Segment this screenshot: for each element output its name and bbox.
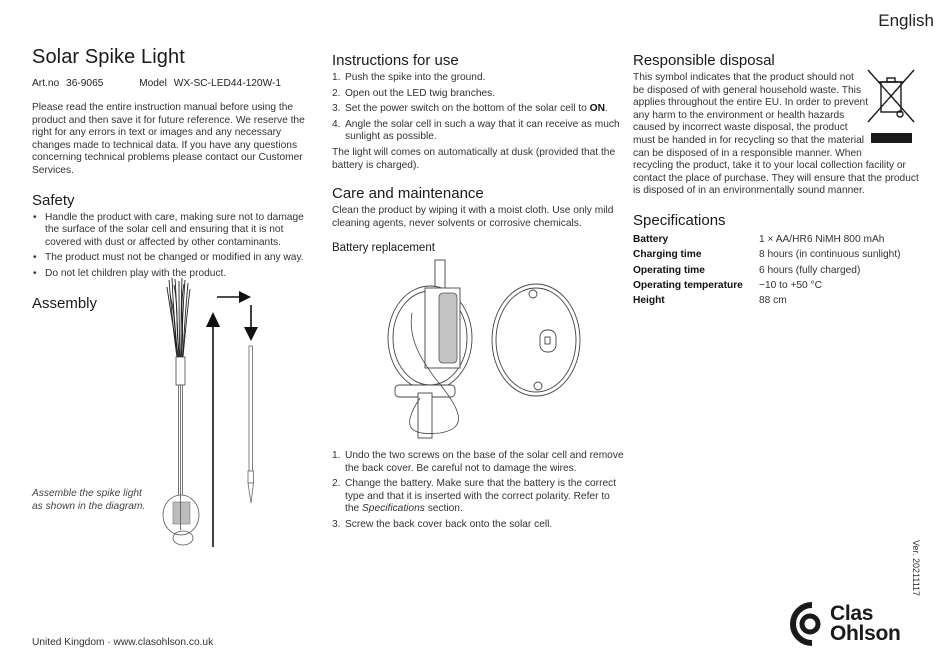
disposal-text: This symbol indicates that the product should not be disposed of with general household waste. This applies throughout the entire EU. In order to prevent any harm to the environment or health hazards caused by incorrect waste disposal, the product must be handed in for recycling so that the material can be disposed of in a responsible manner. When recycling the product, take it to your local collection facility or contact the place of purchase. They will ensure that the product is disposed of in an environmentally sound manner. (633, 72, 919, 197)
spec-row: Operating temperature −10 to +50 °C (633, 279, 822, 291)
clas-ohlson-wordmark: Clas Ohlson (830, 602, 901, 645)
arrow-down-icon (244, 305, 258, 341)
arrow-right-icon (217, 291, 251, 303)
instruction-step: 2. Open out the LED twig branches. (332, 87, 496, 99)
led-twig-branches-icon (167, 278, 190, 357)
safety-list (32, 212, 317, 281)
dusk-note: The light will comes on automatically at dusk (provided that the battery is charged). (332, 146, 616, 171)
article-info (32, 78, 317, 89)
spec-row: Battery 1 × AA/HR6 NiMH 800 mAh (633, 233, 885, 245)
on-label: ON (589, 103, 605, 115)
spec-row: Operating time 6 hours (fully charged) (633, 264, 861, 276)
safety-heading: Safety (32, 191, 75, 209)
spec-row: Height 88 cm (633, 295, 787, 307)
specifications-heading: Specifications (633, 211, 726, 229)
art-number: 36-9065 (66, 78, 104, 89)
assembly-caption-line: as shown in the diagram. (32, 500, 146, 512)
clas-ohlson-logo-mark-icon (788, 601, 824, 647)
weee-crossed-bin-icon (866, 68, 916, 124)
specifications-table (633, 232, 923, 308)
art-label: Art.no (32, 78, 60, 89)
instruction-step: 4. Angle the solar cell in such a way that it can receive as much sunlight as possible. (332, 118, 620, 143)
weee-bar (871, 133, 912, 143)
battery-step: 1. Undo the two screws on the base of the solar cell and remove the back cover. Be careful not to damage the wires. (332, 450, 624, 474)
product-title: Solar Spike Light (32, 46, 185, 68)
assembly-heading: Assembly (32, 294, 98, 312)
safety-item: • The product must not be changed or modified in any way. (32, 252, 317, 265)
safety-item: • Do not let children play with the product. (32, 268, 317, 281)
arrow-up-icon (206, 312, 220, 547)
care-text: Clean the product by wiping it with a moist cloth. Use only mild cleaning agents, never solvents or corrosive chemicals. (332, 205, 614, 229)
model-number: WX-SC-LED44-120W-1 (173, 78, 282, 89)
instruction-step: 1. Push the spike into the ground. (332, 72, 486, 83)
footer-locale-url: United Kingdom · www.clasohlson.co.uk (32, 637, 214, 648)
column-instructions (332, 52, 622, 254)
care-heading: Care and maintenance (332, 185, 484, 203)
safety-item: • Handle the product with care, making sure not to damage the surface of the solar cell and ensuring that it is not covered with dust or affected by other contaminants. (32, 212, 317, 250)
disposal-heading: Responsible disposal (633, 52, 775, 69)
instructions-heading: Instructions for use (332, 52, 459, 69)
clas-ohlson-logo (788, 601, 901, 647)
battery-heading: Battery replacement (332, 242, 435, 255)
ground-spike-icon (248, 346, 254, 503)
battery-step: 3. Screw the back cover back onto the solar cell. (332, 518, 553, 530)
assembly-caption-line: Assemble the spike light (32, 488, 142, 499)
battery-steps-block (332, 450, 624, 535)
spec-row: Charging time 8 hours (in continuous sunlight) (633, 249, 901, 261)
version-label: Ver. 20211117 (911, 540, 921, 597)
back-cover-icon (492, 284, 580, 396)
battery-steps-list (332, 450, 624, 532)
battery-step: 2. Change the battery. Make sure that the battery is the correct type and that it is inserted with the correct polarity. Refer to the Specifications section. (332, 478, 617, 515)
instruction-step: 3. Set the power switch on the bottom of the solar cell to ON. (332, 103, 608, 115)
instructions-list (332, 72, 622, 144)
assembly-caption (32, 488, 145, 513)
model-label: Model (139, 78, 167, 89)
assembly-diagram (155, 275, 275, 560)
specifications-reference: Specifications (362, 503, 425, 515)
language-label: English (878, 11, 934, 30)
intro-text: Please read the entire instruction manual before using the product and then save it for future reference. We reserve the right for any errors in text or images and any necessary changes made to technical data. If you have any questions concerning technical problems please contact our Customer Services. (32, 102, 305, 176)
battery-replacement-diagram (380, 258, 590, 440)
battery-icon (439, 293, 457, 363)
